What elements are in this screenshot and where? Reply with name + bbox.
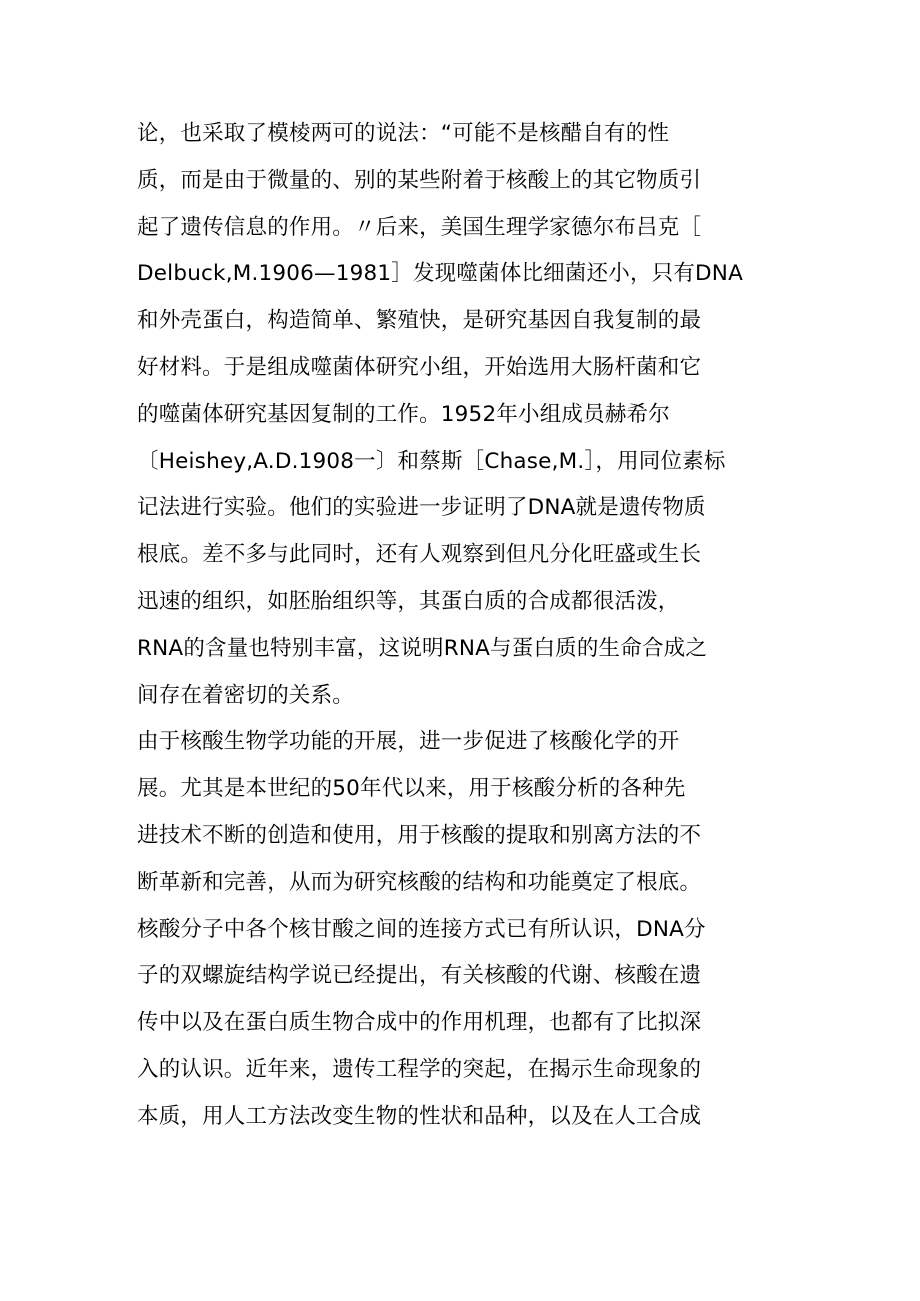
text-line: 展。尤其是本世纪的50年代以来，用于核酸分析的各种先 [137, 776, 686, 802]
text-line: 〔Heishey,A.D.1908一〕和蔡斯［Chase,M.］，用同位素标 [137, 448, 726, 474]
text-line: 迅速的组织，如胚胎组织等，其蛋白质的合成都很活泼， [137, 588, 680, 614]
text-line: 论，也采取了模棱两可的说法：“可能不是核醋自有的性 [137, 121, 670, 146]
text-line: 和外壳蛋白，构造简单、繁殖快，是研究基因自我复制的最 [137, 308, 702, 334]
text-line: 子的双螺旋结构学说已经提出，有关核酸的代谢、核酸在遗 [137, 963, 702, 989]
text-line: 传中以及在蛋白质生物合成中的作用机理，也都有了比拟深 [137, 1010, 702, 1036]
text-line: 入的认识。近年来，遗传工程学的突起，在揭示生命现象的 [137, 1056, 702, 1082]
text-line: 核酸分子中各个核甘酸之间的连接方式已有所认识，DNA分 [137, 916, 706, 942]
text-line: 由于核酸生物学功能的开展，进一步促进了核酸化学的开 [137, 729, 680, 755]
text-line: 根底。差不多与此同时，还有人观察到但凡分化旺盛或生长 [137, 542, 702, 568]
body-text [137, 111, 797, 1141]
text-line: 记法进行实验。他们的实验进一步证明了DNA就是遗传物质 [137, 495, 706, 521]
text-line: 好材料。于是组成噬菌体研究小组，开始选用大肠杆菌和它 [137, 354, 702, 380]
text-line: 断革新和完善，从而为研究核酸的结构和功能奠定了根底。 [137, 869, 702, 895]
text-line: RNA的含量也特别丰富，这说明RNA与蛋白质的生命合成之 [137, 635, 708, 661]
text-line: 质，而是由于微量的、别的某些附着于核酸上的其它物质引 [137, 167, 702, 193]
text-line: 起了遗传信息的作用。〃后来，美国生理学家德尔布吕克［ [137, 214, 702, 240]
text-line: Delbuck,M.1906—1981］发现噬菌体比细菌还小，只有DNA [137, 261, 743, 287]
text-line: 本质，用人工方法改变生物的性状和品种，以及在人工合成 [137, 1103, 702, 1129]
text-line: 的噬菌体研究基因复制的工作。1952年小组成员赫希尔 [137, 401, 670, 427]
text-line: 间存在着密切的关系。 [137, 682, 355, 708]
text-line: 进技术不断的创造和使用，用于核酸的提取和别离方法的不 [137, 822, 702, 848]
